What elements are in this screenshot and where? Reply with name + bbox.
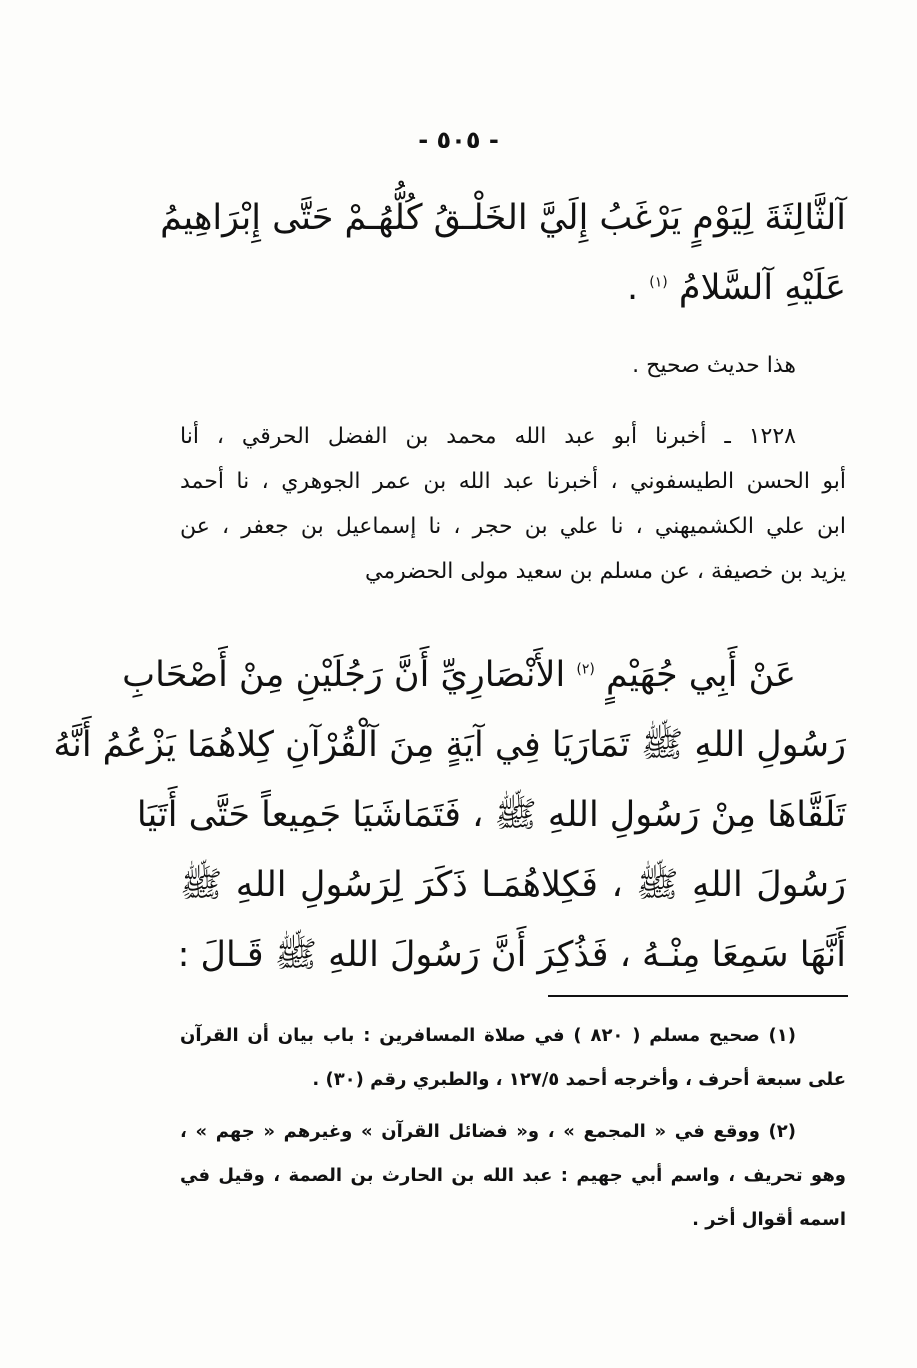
matn-line-end: الأَنْصَارِيِّ أَنَّ رَجُلَيْنِ مِنْ أَصْحَابِ xyxy=(122,655,566,695)
matn-line-start: عَنْ أَبِي جُهَيْمٍ xyxy=(605,655,796,695)
isnad-line: يزيد بن خصيفة ، عن مسلم بن سعيد مولى الحضرمي xyxy=(365,559,846,584)
hadith-line: آلثَّالِثَةَ لِيَوْمٍ يَرْغَبُ إِلَيَّ الخَلْـقُ كُلُّهُـمْ حَتَّى إِبْرَاهِيمُ xyxy=(160,198,846,238)
isnad-line: ابن علي الكشميهني ، نا علي بن حجر ، نا إسماعيل بن جعفر ، عن xyxy=(180,514,846,539)
matn-line: رَسُولِ اللهِ ﷺ تَمَارَيَا فِي آيَةٍ مِنَ آلْقُرْآنِ كِلاهُمَا يَزْعُمُ أَنَّهُ xyxy=(53,725,846,765)
footnote-line: (١) صحيح مسلم ( ٨٢٠ ) في صلاة المسافرين : باب بيان أن القرآن xyxy=(180,1025,796,1046)
footnote-ref-2[interactable]: (٢) xyxy=(576,661,595,678)
isnad-line: أبو الحسن الطيسفوني ، أخبرنا عبد الله بن عمر الجوهري ، نا أحمد xyxy=(180,469,846,494)
footnote-line: وهو تحريف ، واسم أبي جهيم : عبد الله بن الحارث بن الصمة ، وقيل في xyxy=(180,1165,846,1186)
hadith-line-text: عَلَيْهِ آلسَّلامُ xyxy=(678,268,846,308)
end-mark: . xyxy=(627,268,639,308)
footnote-line: (٢) ووقع في « المجمع » ، و« فضائل القرآن » وغيرهم « جهم » ، xyxy=(180,1121,796,1142)
footnotes xyxy=(180,1014,846,1242)
page-number: - ٥٠٥ - xyxy=(418,126,499,154)
footnote-2 xyxy=(180,1110,846,1242)
hadith-continuation xyxy=(160,183,846,323)
matn-line: أَنَّهَا سَمِعَا مِنْـهُ ، فَذُكِرَ أَنَّ رَسُولَ اللهِ ﷺ قَـالَ : xyxy=(177,935,846,975)
matn-paragraph xyxy=(53,640,846,990)
matn-line: رَسُولَ اللهِ ﷺ ، فَكِلاهُمَـا ذَكَرَ لِرَسُولِ اللهِ ﷺ xyxy=(180,865,846,905)
footnote-ref-1[interactable]: (١) xyxy=(649,274,668,291)
matn-line xyxy=(122,640,846,710)
hadith-verdict: هذا حديث صحيح . xyxy=(632,353,796,378)
matn-line: تَلَقَّاهَا مِنْ رَسُولِ اللهِ ﷺ ، فَتَمَاشَيَا جَمِيعاً حَتَّى أَتَيَا xyxy=(136,795,846,835)
footnote-line: اسمه أقوال أخر . xyxy=(692,1209,846,1230)
footnote-line: على سبعة أحرف ، وأخرجه أحمد ١٢٧/٥ ، والطبري رقم (٣٠) . xyxy=(312,1069,846,1090)
footnote-divider xyxy=(548,995,848,997)
footnote-1 xyxy=(180,1014,846,1102)
isnad-line: ١٢٢٨ ـ أخبرنا أبو عبد الله محمد بن الفضل الحرقي ، أنا xyxy=(180,424,796,449)
isnad-paragraph xyxy=(180,414,846,594)
hadith-line xyxy=(180,253,846,323)
